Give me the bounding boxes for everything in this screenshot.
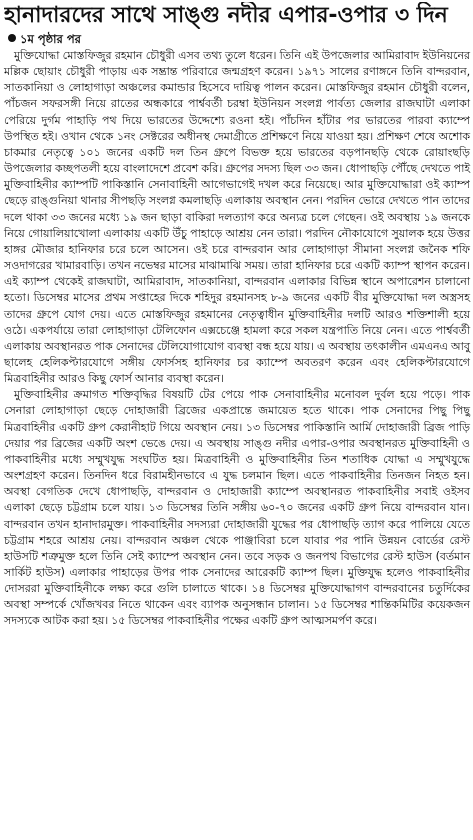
article-body (4, 48, 470, 630)
continued-from-text: ১ম পৃষ্ঠার পর (20, 32, 81, 46)
article-paragraph-2: মুক্তিবাহিনীর ক্রমাগত শক্তিবৃদ্ধির বিষয়টি টের পেয়ে পাক সেনাবাহিনীর মনোবল দুর্বল হয়ে পড়ে। পাক সেনারা লোহাগাড়া ছেড়ে দোহাজারী ব্রিজের একপ্রান্তে জমায়েত হতে থাকে। পাক সেনাদের পিছু পিছু মিত্রবাহিনীর একটি গ্রুপ কেরানীহাট গিয়ে অবস্থান নেয়। ১৩ ডিসেম্বর পাকিস্তানি আর্মি দোহাজারী ব্রিজ পাড়ি দেয়ার পর ব্রিজের একটি অংশ ভেঙে দেয়। এ অবস্থায় সাঙ্গু নদীর এপার-ওপার অবস্থানরত মুক্তিবাহিনী ও পাকবাহিনীর মধ্যে সম্মুখযুদ্ধ সংঘটিত হয়। মিত্রবাহিনী ও মুক্তিবাহিনীর তিন শতাধিক যোদ্ধা এ সম্মুখযুদ্ধে অংশগ্রহণ করেন। তিনদিন ধরে বিরামহীনভাবে এ যুদ্ধ চলমান ছিল। এতে পাকবাহিনীর তিনজন নিহত হন। অবস্থা বেগতিক দেখে ধোপাছড়ি, বান্দরবান ও দোহাজারী ক্যাম্পে অবস্থানরত পাকবাহিনীর সবাই ওইসব এলাকা ছেড়ে চট্টগ্রাম চলে যায়। ১৩ ডিসেম্বর তিনি সঙ্গীয় ৬০-৭০ জনের একটি গ্রুপ নিয়ে বান্দরবান যান। বান্দরবান তখন হানাদারমুক্ত। পাকবাহিনীর সদস্যরা দোহাজারী যুদ্ধের পর ধোপাছড়ি ত্যাগ করে পালিয়ে যেতে চট্টগ্রাম শহরে আশ্রয় নেয়। বান্দরবান অঞ্চল থেকে পাঞ্জাবিরা চলে যাবার পর পানি উন্নয়ন বোর্ডের রেস্ট হাউসটি শত্রুমুক্ত হলে তিনি সেই ক্যাম্পে অবস্থান নেন। তবে সড়ক ও জনপথ বিভাগের রেস্ট হাউস (বর্তমান সার্কিট হাউস) এলাকার পাহাড়ের উপর পাক সেনাদের আরেকটি ক্যাম্প ছিল। মুক্তিযুদ্ধ হলেও পাকবাহিনীর দোসররা মুক্তিবাহিনীকে লক্ষ্য করে গুলি চালাতে থাকে। ১৪ ডিসেম্বর মুক্তিযোদ্ধাগণ বান্দরবানের চতুর্দিকের অবস্থা সম্পর্কে খোঁজখবর নিতে থাকেন এবং ব্যাপক অনুসন্ধান চালান। ১৫ ডিসেম্বর শান্তিকমিটির কয়েকজন সদস্যকে আটক করা হয়। ১৫ ডিসেম্বর পাকবাহিনীর পক্ষের একটি গ্রুপ আত্মসমর্পণ করে। (4, 388, 470, 628)
article-headline: হানাদারদের সাথে সাঙ্গু নদীর এপার-ওপার ৩ দিন (4, 3, 448, 28)
article-paragraph-1: মুক্তিযোদ্ধা মোস্তফিজুর রহমান চৌধুরী এসব তথ্য তুলে ধরেন। তিনি এই উপজেলার আমিরাবাদ ইউনিয়নের মল্লিক ছোয়াং চৌধুরী পাড়ায় এক সম্ভ্রান্ত পরিবারে জন্মগ্রহণ করেন। ১৯৭১ সালের রণাঙ্গনে তিনি বান্দরবান, সাতকানিয়া ও লোহাগাড়া অঞ্চলের কমান্ডার হিসেবে দায়িত্ব পালন করেন। মোস্তফিজুর রহমান চৌধুরী বলেন, পাঁচজন সফরসঙ্গী নিয়ে রাতের অন্ধকারে পার্শ্ববর্তী চরম্বা ইউনিয়ন সংলগ্ন পার্বত্য জেলার রাজঘাটা এলাকা পেরিয়ে দুর্গম পাহাড়ি পথ দিয়ে ভারতের উদ্দেশ্যে রওনা হই। পাঁচদিন হাঁটার পর ভারতের পারবা ক্যাম্পে উপস্থিত হই। ওখান থেকে ১নং সেক্টরের অধীনস্থ দেমাগ্রীতে প্রশিক্ষণে নিয়ে যাওয়া হয়। প্রশিক্ষণ শেষে অশোক চাকমার নেতৃত্বে ১০১ জনের একটি দল তিন গ্রুপে বিভক্ত হয়ে ভারতের বড়পানছড়ি থেকে রোয়াংছড়ি উপজেলার কচ্ছপতলী হয়ে বাংলাদেশে প্রবেশ করি। গ্রুপের সদস্য ছিল ৩৩ জন। ধোপাছড়ি পৌঁছে দেখতে পাই মুক্তিবাহিনীর ক্যাম্পটি পাকিস্তানি সেনাবাহিনী আগেভাগেই দখল করে নিয়েছে। আর মুক্তিযোদ্ধারা ওই ক্যাম্প ছেড়ে রাঙ্গুনিয়া থানার সীপছড়ি সংলগ্ন কমলাছড়ি এলাকায় অবস্থান নেন। পরদিন ভোরে দেখতে পান তাদের দলে থাকা ৩৩ জনের মধ্যে ১৯ জন ছাড়া বাকিরা দলত্যাগ করে অন্যত্র চলে গেছেন। ওই অবস্থায় ১৯ জনকে নিয়ে গোয়ালিয়াখোলা এলাকায় একটি উঁচু পাহাড়ে আশ্রয় নেন তারা। পরদিন নৌকাযোগে সুয়ালক হয়ে উত্তর হাঙ্গর মৌজার হানিফার চরে চলে আসেন। ওই চরে বান্দরবান আর লোহাগাড়া সীমানা সংলগ্ন জনৈক শফি সওদাগরের খামারবাড়ি। তখন নভেম্বর মাসের মাঝামাঝি সময়। তারা হানিফার চরে একটি ক্যাম্প স্থাপন করেন। এই ক্যাম্প থেকেই রাজঘাটা, আমিরাবাদ, সাতকানিয়া, বান্দরবান এলাকার বিভিন্ন স্থানে অপারেশন চালানো হতো। ডিসেম্বর মাসের প্রথম সপ্তাহের দিকে শহিদুর রহমানসহ ৮-৯ জনের একটি বীর মুক্তিযোদ্ধা দল অস্ত্রসহ তাদের গ্রুপে যোগ দেয়। এতে মোস্তফিজুর রহমানের নেতৃত্বাধীন মুক্তিবাহিনীর দলটি আরও শক্তিশালী হয়ে ওঠে। একপর্যায়ে তারা লোহাগাড়া টেলিফোন এক্সচেঞ্জে হামলা করে সকল যন্ত্রপাতি নিয়ে নেন। এতে পার্শ্ববর্তী এলাকায় অবস্থানরত পাক সেনাদের টেলিযোগাযোগ ব্যবস্থা বন্ধ হয়ে যায়। এ অবস্থায় তৎকালীন এমএনএ আবু ছালেহ হেলিকপ্টারযোগে সঙ্গীয় ফোর্সসহ হানিফার চর ক্যাম্পে অবতরণ করেন এবং হেলিকপ্টারযোগে মিত্রবাহিনীর আরও কিছু ফোর্স আনার ব্যবস্থা করেন। (4, 49, 470, 386)
bullet-icon (8, 34, 16, 42)
continued-from-label (8, 31, 470, 47)
